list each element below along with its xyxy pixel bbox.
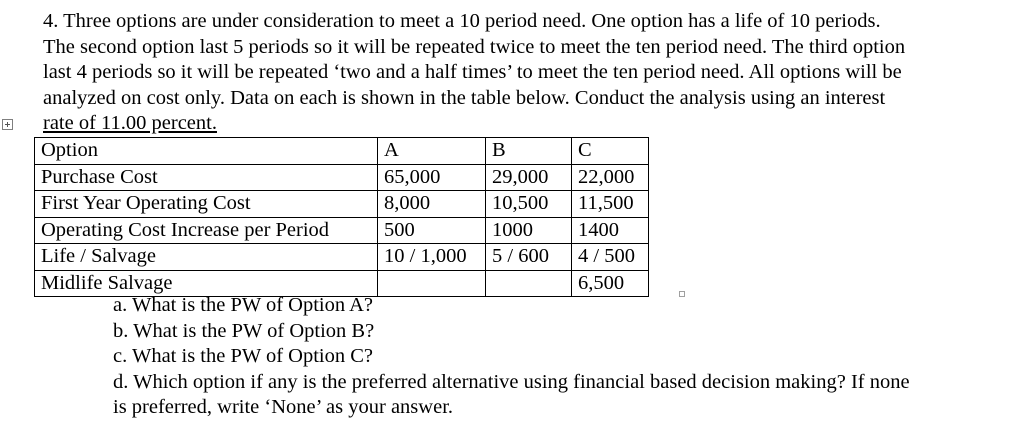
questions-list — [113, 293, 1013, 421]
question-c: c. What is the PW of Option C? — [113, 345, 374, 368]
question-a: a. What is the PW of Option A? — [113, 294, 374, 316]
table-cell: 1400 — [572, 217, 649, 244]
problem-statement — [43, 9, 1008, 137]
table-cell: 10,500 — [486, 191, 572, 218]
question-b: b. What is the PW of Option B? — [113, 319, 375, 342]
table-cell: Option — [35, 138, 378, 165]
table-row — [35, 244, 649, 271]
table-row — [35, 138, 649, 165]
table-move-handle-icon[interactable] — [2, 119, 13, 130]
table-cell: Operating Cost Increase per Period — [35, 217, 378, 244]
problem-line: The second option last 5 periods so it will be repeated twice to meet the ten period need. The third option — [43, 35, 906, 58]
table-cell: B — [486, 138, 572, 165]
problem-line: analyzed on cost only. Data on each is shown in the table below. Conduct the analysis using an interest — [43, 86, 886, 109]
table-cell: 1000 — [486, 217, 572, 244]
problem-line: last 4 periods so it will be repeated ‘two and a half times’ to meet the ten period need. All options will be — [43, 61, 902, 84]
table-cell: 65,000 — [378, 164, 486, 191]
table-row — [35, 164, 649, 191]
table-cell: Life / Salvage — [35, 244, 378, 271]
table-cell: 4 / 500 — [572, 244, 649, 271]
table-cell: 5 / 600 — [486, 244, 572, 271]
options-data-table — [34, 137, 649, 297]
table-cell: 29,000 — [486, 164, 572, 191]
table-cell: 8,000 — [378, 191, 486, 218]
table-cell: Purchase Cost — [35, 164, 378, 191]
table-cell: 500 — [378, 217, 486, 244]
problem-line: 4. Three options are under consideration to meet a 10 period need. One option has a life of 10 periods. — [43, 10, 881, 32]
question-d-continued: is preferred, write ‘None’ as your answer. — [113, 396, 454, 419]
table-cell: A — [378, 138, 486, 165]
table-cell: 10 / 1,000 — [378, 244, 486, 271]
table-cell: 6,500 — [572, 270, 649, 297]
table-row — [35, 217, 649, 244]
table-cell: First Year Operating Cost — [35, 191, 378, 218]
problem-line-interest-rate: rate of 11.00 percent. — [43, 112, 217, 135]
table-cell: 11,500 — [572, 191, 649, 218]
table-row — [35, 191, 649, 218]
table-cell: C — [572, 138, 649, 165]
table-cell: 22,000 — [572, 164, 649, 191]
table-cell: Midlife Salvage — [35, 270, 378, 297]
question-d: d. Which option if any is the preferred alternative using financial based decision making? If none — [113, 370, 910, 393]
